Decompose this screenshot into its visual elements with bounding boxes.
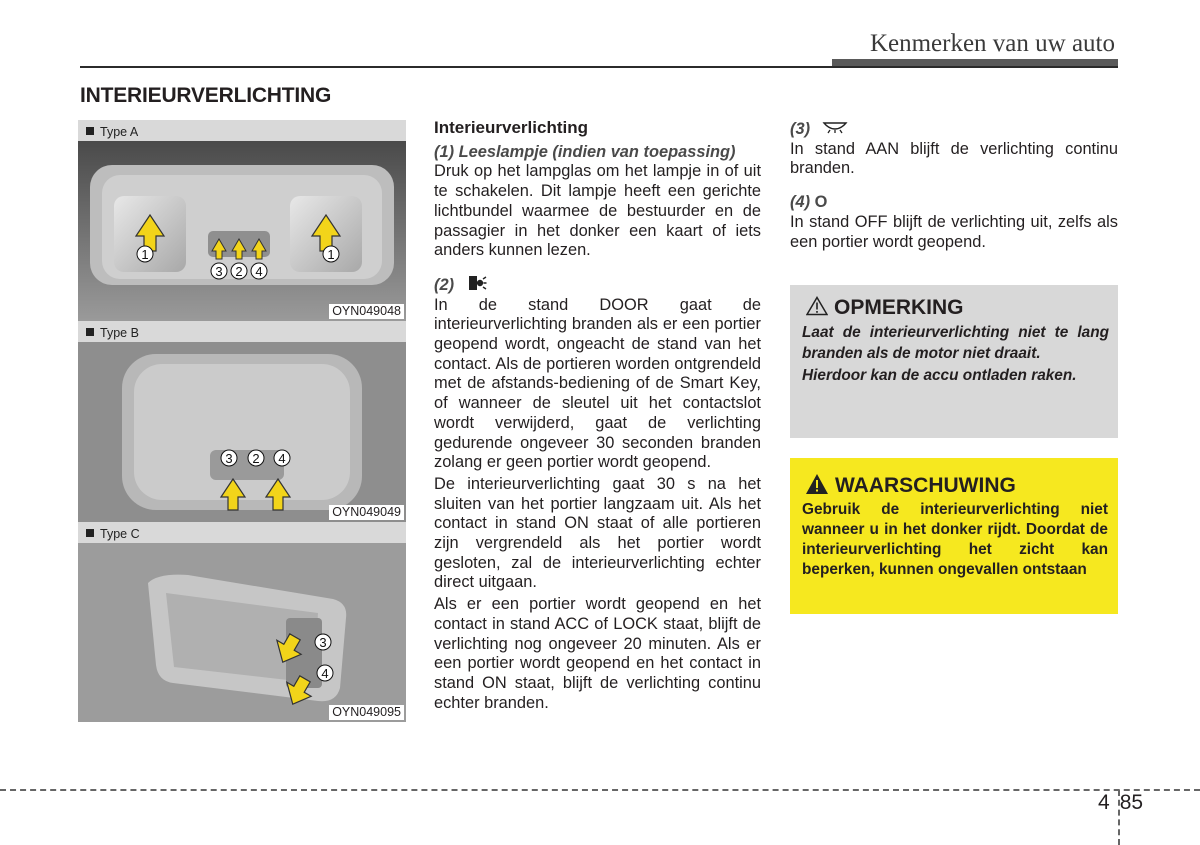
warning-text: Gebruik de interieurverlichting niet wanneer u in het donker rijdt. Doordat de interieurverlichting het zicht kan beperken, kunnen ongevallen ontstaan <box>802 501 1108 578</box>
figure-code: OYN049048 <box>329 304 404 319</box>
callout-4: 4 <box>255 264 263 279</box>
callout-2: 2 <box>235 264 243 279</box>
item2-title-row <box>434 274 761 296</box>
item4-text: In stand OFF blijft de verlichting uit, zelfs als een portier wordt geopend. <box>790 212 1118 251</box>
callout-4: 4 <box>321 666 329 681</box>
paragraph-fade: De interieurverlichting gaat 30 s na het sluiten van het portier langzaam uit. Als het contact in stand ON staat of alle portieren zijn vergrendeld als het portier wordt gesloten, zal de interieurverlichting echter direct uitgaan. <box>434 474 761 592</box>
item1-text: Druk op het lampglas om het lampje in of uit te schakelen. Dit lampje heeft een gerichte lichtbundel waarmee de bestuurder en de passagier in het donker een kaart of iets anders kunnen lezen. <box>434 162 761 260</box>
item2-text: In de stand DOOR gaat de interieurverlichting branden als er een portier geopend wordt, ongeacht de stand van het contact. Als de portieren worden ontgrendeld met de afstands-bediening of de Smart Key, of wanneer de sleutel uit het contactslot wordt verwijderd, gaat de verlichting gedurende ongeveer 30 seconden branden zolang er geen portier wordt geopend. <box>434 295 761 472</box>
item3-text: In stand AAN blijft de verlichting continu branden. <box>790 139 1118 178</box>
note-text: Laat de interieurverlichting niet te lang branden als de motor niet draait. Hierdoor kan de accu ontladen raken. <box>802 324 1109 384</box>
item2-title: (2) <box>434 275 455 294</box>
figure-type-c <box>78 522 406 722</box>
figure-a-photo <box>78 141 406 321</box>
warning-triangle-icon <box>805 473 829 495</box>
figure-code: OYN049049 <box>329 505 404 520</box>
item3-title-row <box>790 120 1118 140</box>
page-number <box>1098 791 1143 815</box>
item4-title: (4) <box>790 193 811 212</box>
footer-rule <box>0 789 1200 791</box>
callout-3: 3 <box>215 264 223 279</box>
item1-title: (1) Leeslampje (indien van toepassing) <box>434 142 736 161</box>
item4-symbol: O <box>814 193 828 212</box>
note-box <box>790 285 1118 438</box>
figure-label: Type B <box>86 326 139 340</box>
door-lamp-icon <box>465 274 487 292</box>
warning-box <box>790 458 1118 614</box>
note-title: OPMERKING <box>834 296 964 319</box>
section-title: INTERIEURVERLICHTING <box>80 84 332 107</box>
subsection-heading: Interieurverlichting <box>434 118 588 137</box>
warning-title: WAARSCHUWING <box>835 474 1016 497</box>
callout-4: 4 <box>278 451 286 466</box>
page-number-value: 85 <box>1119 791 1144 814</box>
figure-type-a <box>78 120 406 321</box>
figure-type-b <box>78 321 406 522</box>
figure-code: OYN049095 <box>329 705 404 720</box>
item3-title: (3) <box>790 120 811 138</box>
lamp-on-icon <box>821 120 849 134</box>
column-right <box>790 120 1118 252</box>
callout-3: 3 <box>225 451 233 466</box>
header-rule <box>80 66 1118 68</box>
chapter-number: 4 <box>1098 791 1110 814</box>
item4-title-row <box>790 193 1118 213</box>
figure-b-photo <box>78 342 406 522</box>
caution-triangle-icon <box>806 296 828 316</box>
callout-3: 3 <box>319 635 327 650</box>
callout-1-right: 1 <box>327 247 335 262</box>
column-middle <box>434 118 761 713</box>
figure-label: Type C <box>86 527 140 541</box>
running-header: Kenmerken van uw auto <box>869 30 1115 57</box>
paragraph-timeout: Als er een portier wordt geopend en het contact in stand ACC of LOCK staat, blijft de verlichting nog ongeveer 20 minuten. Als er een portier wordt geopend en het contact in stand ON staat, blijft de verlichting continu echter branden. <box>434 595 761 712</box>
callout-1-left: 1 <box>141 247 149 262</box>
figure-label: Type A <box>86 125 138 139</box>
figure-c-photo <box>78 543 406 722</box>
callout-2: 2 <box>252 451 260 466</box>
